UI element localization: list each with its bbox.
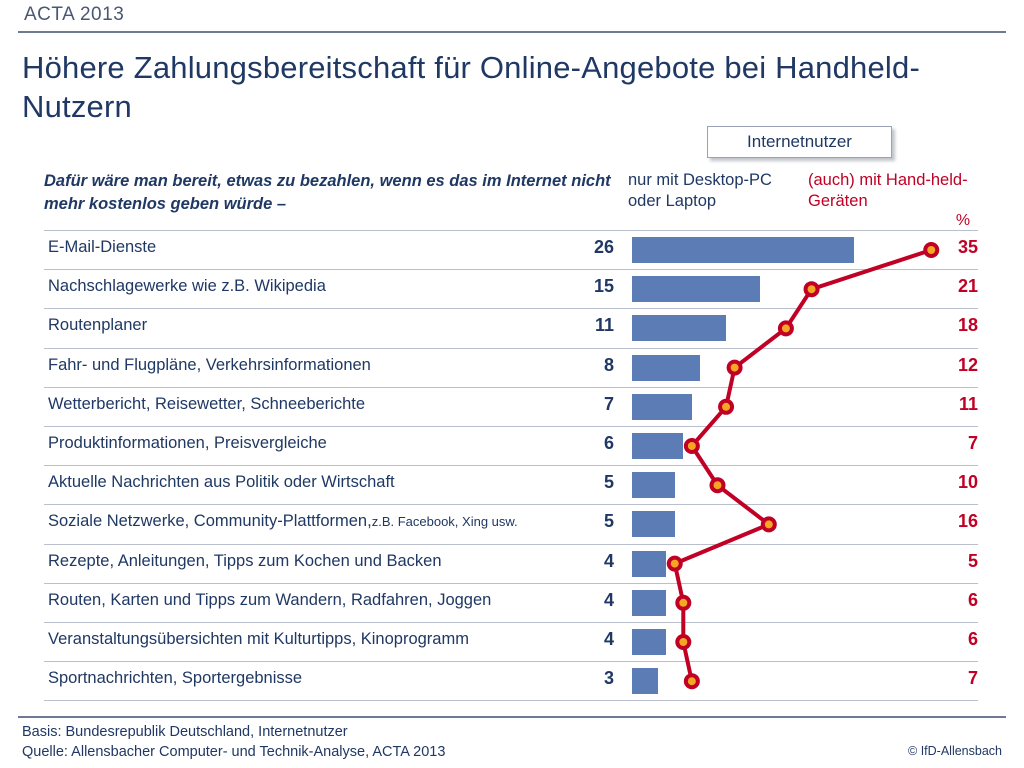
chart-row <box>0 661 1024 700</box>
row-divider <box>44 465 978 466</box>
desktop-bar <box>632 551 666 577</box>
row-label: Sportnachrichten, Sportergebnisse <box>48 669 303 688</box>
chart-row <box>0 465 1024 504</box>
handheld-value: 16 <box>957 511 978 532</box>
column-header-handheld: (auch) mit Hand-held-Geräten <box>808 171 968 210</box>
handheld-value: 11 <box>958 393 978 414</box>
desktop-value: 26 <box>593 237 614 257</box>
row-label: Routenplaner <box>48 316 148 335</box>
chart-row <box>0 622 1024 661</box>
row-divider <box>44 426 978 427</box>
desktop-bar <box>632 668 658 694</box>
row-label: Fahr- und Flugpläne, Verkehrsinformationen <box>48 355 371 374</box>
row-divider <box>44 269 978 270</box>
desktop-value: 11 <box>594 315 614 336</box>
chart-row <box>0 230 1024 269</box>
chart-row <box>0 544 1024 583</box>
desktop-value: 3 <box>603 668 614 689</box>
chart-row <box>0 348 1024 387</box>
handheld-value: 12 <box>957 354 978 375</box>
footer-basis: Basis: Bundesrepublik Deutschland, Internetnutzer <box>22 724 348 740</box>
desktop-bar <box>632 472 675 498</box>
desktop-value: 4 <box>603 589 614 610</box>
desktop-value: 4 <box>603 550 614 571</box>
row-divider <box>44 387 978 388</box>
row-label: Produktinformationen, Preisvergleiche <box>48 433 327 452</box>
row-divider <box>44 348 978 349</box>
row-label: Soziale Netzwerke, Community-Plattformen,z.B. Facebook, Xing usw. <box>48 512 518 531</box>
chart-row <box>0 269 1024 308</box>
handheld-value: 18 <box>957 315 978 336</box>
row-divider <box>44 308 978 309</box>
desktop-bar <box>632 590 666 616</box>
chart-row <box>0 387 1024 426</box>
row-label: Routen, Karten und Tipps zum Wandern, Radfahren, Joggen <box>48 590 492 609</box>
row-label: E-Mail-Dienste <box>48 238 157 256</box>
desktop-value: 6 <box>603 432 614 453</box>
row-label: Wetterbericht, Reisewetter, Schneeberichte <box>48 394 366 413</box>
column-header-desktop: nur mit Desktop-PC oder Laptop <box>628 171 772 210</box>
row-label: Nachschlagewerke wie z.B. Wikipedia <box>48 277 326 296</box>
row-label-note: z.B. Facebook, Xing usw. <box>371 514 518 530</box>
question-text: Dafür wäre man bereit, etwas zu bezahlen, wenn es das im Internet nicht mehr kostenlos geben würde – <box>44 172 611 213</box>
row-divider <box>44 661 978 662</box>
desktop-bar <box>632 629 666 655</box>
chart-rows <box>0 230 1024 700</box>
chart-row <box>0 504 1024 543</box>
handheld-value: 7 <box>967 668 978 689</box>
row-label: Rezepte, Anleitungen, Tipps zum Kochen und Backen <box>48 551 442 570</box>
footer-notes <box>22 722 445 762</box>
handheld-value: 5 <box>967 550 978 571</box>
acta-label: ACTA 2013 <box>24 4 125 25</box>
footer-quelle: Quelle: Allensbacher Computer- und Technik-Analyse, ACTA 2013 <box>22 744 446 760</box>
desktop-bar <box>632 511 675 537</box>
chart-row <box>0 426 1024 465</box>
desktop-bar <box>632 433 683 459</box>
row-divider <box>44 700 978 701</box>
status-badge: Internetnutzer <box>707 126 892 158</box>
handheld-value: 10 <box>957 472 978 493</box>
row-divider <box>44 583 978 584</box>
desktop-bar <box>632 315 726 341</box>
row-divider <box>44 230 978 231</box>
chart-row <box>0 308 1024 347</box>
handheld-value: 35 <box>957 237 978 257</box>
desktop-bar <box>632 276 760 302</box>
chart-row <box>0 583 1024 622</box>
header-divider <box>18 31 1006 33</box>
desktop-value: 15 <box>593 276 614 297</box>
row-divider <box>44 504 978 505</box>
desktop-value: 7 <box>603 393 614 414</box>
row-label: Veranstaltungsübersichten mit Kulturtipps, Kinoprogramm <box>48 629 469 648</box>
desktop-value: 5 <box>603 511 614 532</box>
desktop-value: 4 <box>603 628 614 649</box>
percent-symbol-right: % <box>955 212 971 229</box>
row-label: Aktuelle Nachrichten aus Politik oder Wirtschaft <box>48 473 395 492</box>
handheld-value: 6 <box>967 628 978 649</box>
handheld-value: 7 <box>967 432 978 453</box>
desktop-bar <box>632 237 854 263</box>
desktop-bar <box>632 355 700 381</box>
row-divider <box>44 544 978 545</box>
desktop-value: 8 <box>603 354 614 375</box>
page-title: Höhere Zahlungsbereitschaft für Online-Angebote bei Handheld-Nutzern <box>22 50 920 124</box>
desktop-bar <box>632 394 692 420</box>
desktop-value: 5 <box>603 472 614 493</box>
handheld-value: 21 <box>957 276 978 297</box>
handheld-value: 6 <box>967 589 978 610</box>
footer-copyright: © IfD-Allensbach <box>908 744 1002 758</box>
row-divider <box>44 622 978 623</box>
footer-divider <box>18 716 1006 718</box>
